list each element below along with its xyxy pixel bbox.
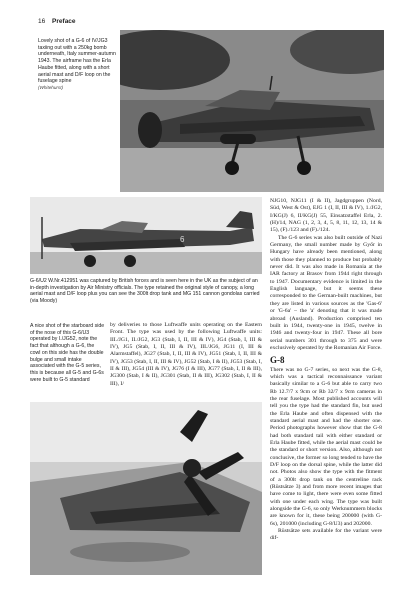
caption-middle-photo: G-6/U2 W.Nr.412951 was captured by British forces and is seen here in the UK as the subject of an in-depth investigation by Air Ministry officials. The type retained the original style of canopy, a long aerial mast and D/F loop plus you can see the 300lt drop tank and MG 151 cannon gondolas carried (via Moody) bbox=[30, 278, 260, 305]
section-title: Preface bbox=[52, 18, 76, 25]
photo-bf109-taxiing bbox=[120, 30, 384, 192]
paragraph-g8-description: There was no G-7 series, so next was the G-8, which was a tactical reconnaissance variant basically similar to a G-6 but able to carry two Rb 12.7/7 x 9cm or Rb 32/7 x 9cm cameras in the rear fuselage. Most published accounts will tell you the type had the standard fin, but used the Erla Haube and often dispensed with the standard aerial mast and had the shorter one. Period photographs however show that the G-8 had both standard tail with either standard or Erla Haube fitted, while the aerial mast could be the standard or short version. Also, although not conclusive, the former so long tended to have the D/F loop on the dorsal spine, while the latter did not. Photos also show the type with the fitment of a 300lt drop tank on the centreline rack (Rüstsätze 3) and from more recent images that have come to light, there were even some fitted with one under each wing. The type was built alongside the G-6, so only Werknummern blocks are known for it, these being 200000 (with G-6s), 201000 (including G-8/U3) and 202000. bbox=[270, 366, 382, 527]
svg-text:6: 6 bbox=[180, 235, 185, 244]
page-header bbox=[38, 18, 76, 25]
photo-g6-nose bbox=[30, 402, 262, 575]
paragraph-ruststatze: Rüstsätze sets available for the variant were dif- bbox=[270, 528, 382, 542]
caption-top-text: Lovely shot of a G-6 of IV/JG3 taxiing out with a 250kg bomb underneath, Italy summer-autumn 1943. The airframe has the Erla Haube fitted, along with a short aerial mast and D/F loop on the fuselage spine bbox=[38, 38, 116, 85]
paragraph-foreign-production: The G-6 series was also built outside of Nazi Germany, the small number made by Győr in Hungary have already been mentioned, along with those they planned to produce but probably never did. It was also made in Romania at the IAR factory at Brasov from 1944 right through to 1947. Documentary evidence is limited in the English language, but it seems these corresponded to the German-built machines, but they are listed in various sources as the 'Gas-6' or 'G-6a' – the 'a' denoting that it was made abroad (Ausland). Production comprised ten built in 1944, twenty-one in 1945, twelve in 1946 and twenty-four in 1947. These all bore serial numbers 301 through to 375 and were exclusively operated by the Romanian Air Force. bbox=[270, 234, 382, 351]
caption-top-credit: (Whitehurst) bbox=[38, 84, 64, 90]
paragraph-units-continued: NJG10, NJG11 (I & II), Jagdgruppen (Nord, Süd, West & Ost), EJG 1 (I, II, III & IV), 1./JG2, I/KG(J) 6, II/KG(J) 55, Einsatzstaffel Erla, 2.(H)/14, NAG (1, 2, 3, 4, 5, 8, 11, 12, 13, 14 & 15), (F)./123 and (F)./124. bbox=[270, 198, 382, 234]
page-number: 16 bbox=[38, 18, 46, 25]
text-column-middle bbox=[110, 322, 262, 388]
caption-bottom-photo: A nice shot of the starboard side of the nose of this G-6/U3 operated by I./JG52, note the fact that although a G-6, the cowl on this side has the double bulge and small intake associated with the G-5 series, this is because all G-5 and G-6s were built to G-5 standard bbox=[30, 323, 105, 383]
section-heading-g8: G-8 bbox=[270, 355, 285, 366]
paragraph-units: by deliveries to those Luftwaffe units operating on the Eastern Front. The type was used by the following Luftwaffe units: III./JG1, II./JG2, JG3 (Stab, I, II, III & IV), JG4 (Stab, I, III & IV), JG5 (Stab, I, II, III & IV), III./JG6, JG11 (I, III & Alarmstaffel), JG27 (Stab, I, II, III & IV), JG51 (Stab, I, II, III & IV), JG53 (Stab, I, II, III & IV), JG52 (Stab, I & II), JG53 (Stab, I, II & III), JG54 (III & IV), JG76 (I & III), JG77 (Stab, I, II & III), JG300 (Stab, I & II), JG301 (Stab, II & III), JG302 (Stab, I, II & III), I/ bbox=[110, 322, 262, 387]
text-column-right bbox=[270, 198, 382, 543]
caption-top-photo bbox=[38, 38, 116, 92]
photo-captured-g6 bbox=[30, 197, 262, 274]
